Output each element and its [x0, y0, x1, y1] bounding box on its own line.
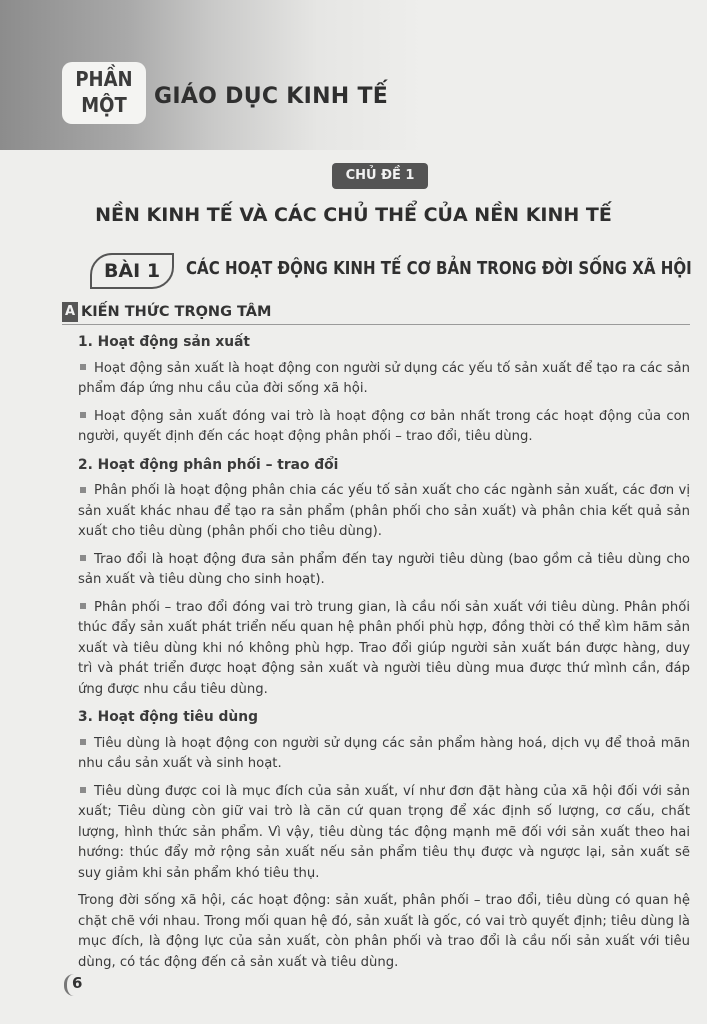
part-label-line2: MỘT	[81, 93, 127, 117]
main-content	[78, 332, 690, 980]
heading-distribution: 2. Hoạt động phân phối – trao đổi	[78, 456, 339, 473]
paragraph: Trao đổi là hoạt động đưa sản phẩm đến tay người tiêu dùng (bao gồm cả tiêu dùng cho sản xuất và tiêu dùng cho sinh hoạt).	[78, 550, 690, 591]
part-label-line1: PHẦN	[75, 67, 133, 91]
paragraph: Hoạt động sản xuất đóng vai trò là hoạt động cơ bản nhất trong các hoạt động của con người, quyết định đến các hoạt động phân phối – trao đổi, tiêu dùng.	[78, 407, 690, 448]
lesson-header	[72, 249, 692, 295]
heading-consumption: 3. Hoạt động tiêu dùng	[78, 709, 258, 725]
paragraph: Trong đời sống xã hội, các hoạt động: sản xuất, phân phối – trao đổi, tiêu dùng có quan hệ chặt chẽ với nhau. Trong mối quan hệ đó, sản xuất là gốc, có vai trò quyết định; tiêu dùng là mục đích, là động lực của sản xuất, còn phân phối và trao đổi là cầu nối sản xuất với tiêu dùng, có tác động đến cả sản xuất và tiêu dùng.	[78, 893, 690, 970]
topic-title: NỀN KINH TẾ VÀ CÁC CHỦ THỂ CỦA NỀN KINH TẾ	[95, 204, 612, 226]
paragraph: Phân phối – trao đổi đóng vai trò trung gian, là cầu nối sản xuất với tiêu dùng. Phân phối thúc đẩy sản xuất phát triển nếu quan hệ phân phối phù hợp, đồng thời có thể kìm hãm sản xuất và tiêu dùng khi nó không phù hợp. Trao đổi giúp người sản xuất bán được hàng, duy trì và phát triển được hoạt động sản xuất và người tiêu dùng mua được thứ mình cần, đáp ứng được nhu cầu tiêu dùng.	[78, 598, 690, 701]
part-title: GIÁO DỤC KINH TẾ	[154, 84, 389, 109]
paragraph: Phân phối là hoạt động phân chia các yếu tố sản xuất cho các ngành sản xuất, các đơn vị sản xuất khác nhau để tạo ra sản phẩm (phân phối cho sản xuất) và phân chia kết quả sản xuất cho tiêu dùng (phân phối cho tiêu dùng).	[78, 481, 690, 543]
section-header	[62, 302, 690, 325]
section-letter: A	[62, 302, 78, 322]
paragraph: Tiêu dùng là hoạt động con người sử dụng các sản phẩm hàng hoá, dịch vụ để thoả mãn nhu cầu sản xuất và sinh hoạt.	[78, 734, 690, 775]
lesson-label: BÀI 1	[90, 253, 174, 289]
paragraph: Tiêu dùng được coi là mục đích của sản xuất, ví như đơn đặt hàng của xã hội đối với sản xuất; Tiêu dùng còn giữ vai trò là căn cứ quan trọng để xác định số lượng, cơ cấu, chất lượng, hình thức sản phẩm. Vì vậy, tiêu dùng tác động mạnh mẽ đối với sản xuất theo hai hướng: thúc đẩy mở rộng sản xuất nếu sản phẩm tiêu thụ được và ngược lại, sản xuất sẽ suy giảm khi sản phẩm khó tiêu thụ.	[78, 782, 690, 885]
lesson-title: CÁC HOẠT ĐỘNG KINH TẾ CƠ BẢN TRONG ĐỜI SỐNG XÃ HỘI	[186, 259, 692, 279]
topic-badge: CHỦ ĐỀ 1	[332, 163, 428, 189]
heading-production: 1. Hoạt động sản xuất	[78, 334, 251, 350]
part-label-box	[62, 62, 146, 124]
section-title: KIẾN THỨC TRỌNG TÂM	[81, 304, 272, 320]
page-number	[64, 970, 94, 1000]
paragraph: Hoạt động sản xuất là hoạt động con người sử dụng các yếu tố sản xuất để tạo ra các sản phẩm đáp ứng nhu cầu của đời sống xã hội.	[78, 359, 690, 400]
page-number-text: 6	[72, 974, 83, 992]
